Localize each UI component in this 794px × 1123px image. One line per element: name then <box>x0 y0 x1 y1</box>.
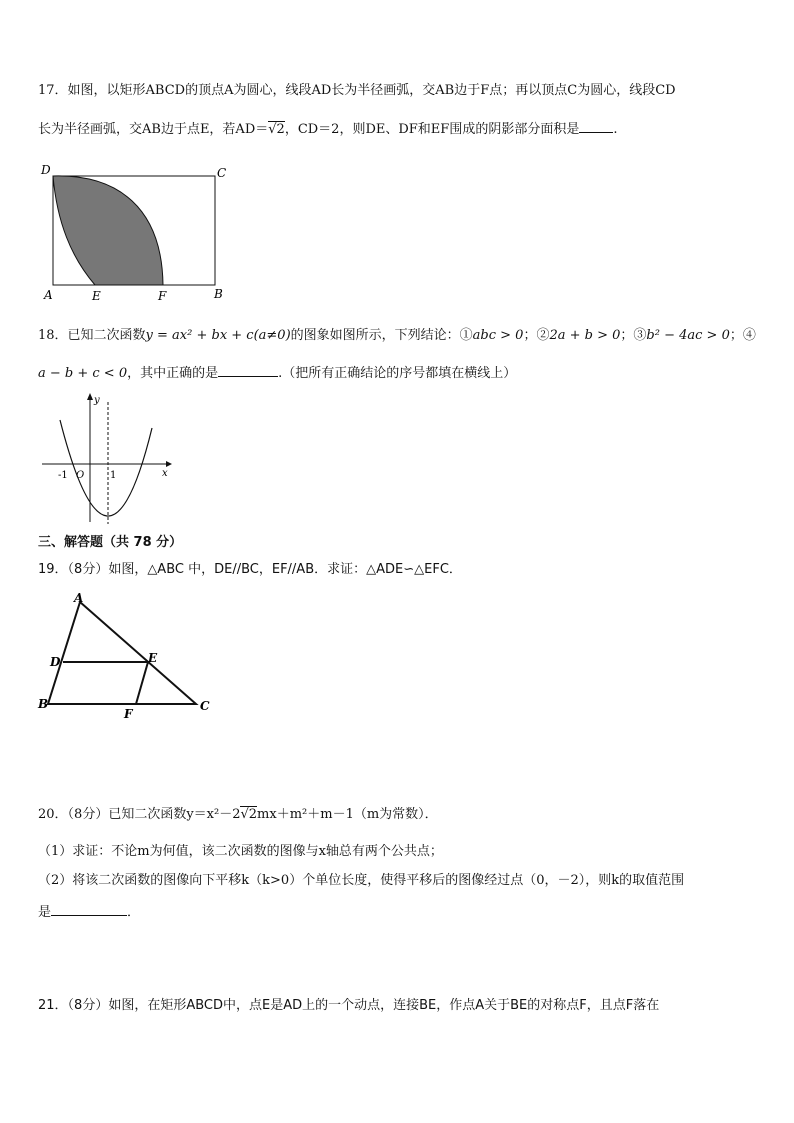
tick-label-1: 1 <box>110 470 117 481</box>
q20-line1 <box>38 806 438 824</box>
tick-label-neg1: -1 <box>58 470 68 481</box>
q18-graph <box>38 392 173 527</box>
label-f: F <box>124 707 133 721</box>
q20-part1: （1）求证：不论m为何值，该二次函数的图像与x轴总有两个公共点； <box>38 844 443 859</box>
q18-sep2: ；③ <box>620 328 647 343</box>
q18-conclusion-4: a − b + c < 0 <box>38 366 128 381</box>
q18-line1 <box>38 327 756 345</box>
q20-answer-blank[interactable] <box>51 903 127 916</box>
q20-part2-end <box>38 903 140 922</box>
x-axis-arrow <box>166 461 172 467</box>
triangle-abc <box>48 602 196 704</box>
q19-figure <box>36 590 216 720</box>
label-d: D <box>50 655 61 669</box>
q20-text-end-b: ． <box>127 905 141 920</box>
q20-part2: （2）将该二次函数的图像向下平移k（k>0）个单位长度，使得平移后的图像经过点（0，－2），则k的取值范围 <box>38 873 685 888</box>
axis-label-x: x <box>162 468 168 479</box>
segment-ef <box>136 662 148 704</box>
label-c: C <box>217 166 227 180</box>
origin-label: O <box>76 470 85 481</box>
section-heading: 三、解答题（共 78 分） <box>38 535 183 550</box>
q17-answer-blank[interactable] <box>579 120 613 133</box>
shaded-region <box>53 176 163 285</box>
q17-text-line2a: 长为半径画弧，交AB边于点E，若AD＝ <box>38 122 269 137</box>
q18-line2 <box>38 364 516 383</box>
label-c: C <box>200 699 210 713</box>
q18-conclusion-2: 2a + b > 0 <box>549 328 621 343</box>
q20-text-end-a: 是 <box>38 905 52 920</box>
label-e: E <box>148 651 158 665</box>
q18-sep1: ；② <box>523 328 550 343</box>
axis-label-y: y <box>94 395 100 406</box>
q17-figure <box>38 162 228 304</box>
label-b: B <box>214 287 223 301</box>
q18-answer-blank[interactable] <box>218 364 278 377</box>
q17-text-line2b: ，CD＝2，则DE、DF和EF围成的阴影部分面积是 <box>284 122 580 137</box>
label-e: E <box>92 289 101 303</box>
parabola <box>60 420 152 516</box>
label-d: D <box>41 163 51 177</box>
label-b: B <box>38 697 49 711</box>
q17-line1 <box>38 82 676 100</box>
label-a: A <box>74 591 84 605</box>
y-axis-arrow <box>87 393 93 400</box>
q20-sqrt2: √2 <box>240 807 258 822</box>
q17-line2 <box>38 120 617 139</box>
q20-text-line1a: 20．（8分）已知二次函数y＝x²－2 <box>38 807 241 822</box>
q20-text-line1b: mx＋m²＋m－1（m为常数）． <box>257 807 438 822</box>
q18-text-line1a: 18．已知二次函数 <box>38 328 146 343</box>
q19-text: 19．（8分）如图，△ABC 中，DE//BC，EF//AB．求证：△ADE∽△EFC． <box>38 562 462 577</box>
q21-text: 21．（8分）如图，在矩形ABCD中，点E是AD上的一个动点，连接BE，作点A关于BE的对称点F，且点F落在 <box>38 998 660 1013</box>
q18-text-end: .（把所有正确结论的序号都填在横线上） <box>278 366 517 381</box>
q18-sep3: ；④ <box>729 328 756 343</box>
q17-text-end: . <box>613 122 618 137</box>
q18-conclusion-1: abc > 0 <box>472 328 524 343</box>
q18-conclusion-3: b² − 4ac > 0 <box>646 328 730 343</box>
q17-sqrt2: √2 <box>268 122 285 137</box>
q18-function: y = ax² + bx + c(a≠0) <box>145 328 291 343</box>
q18-text-line1b: 的图象如图所示，下列结论：① <box>290 328 473 343</box>
q18-text-line2b: ，其中正确的是 <box>127 366 219 381</box>
q17-text-line1: 17．如图，以矩形ABCD的顶点A为圆心，线段AD长为半径画弧，交AB边于F点；再以顶点C为圆心，线段CD <box>38 83 676 98</box>
label-a: A <box>44 288 53 302</box>
label-f: F <box>158 289 167 303</box>
